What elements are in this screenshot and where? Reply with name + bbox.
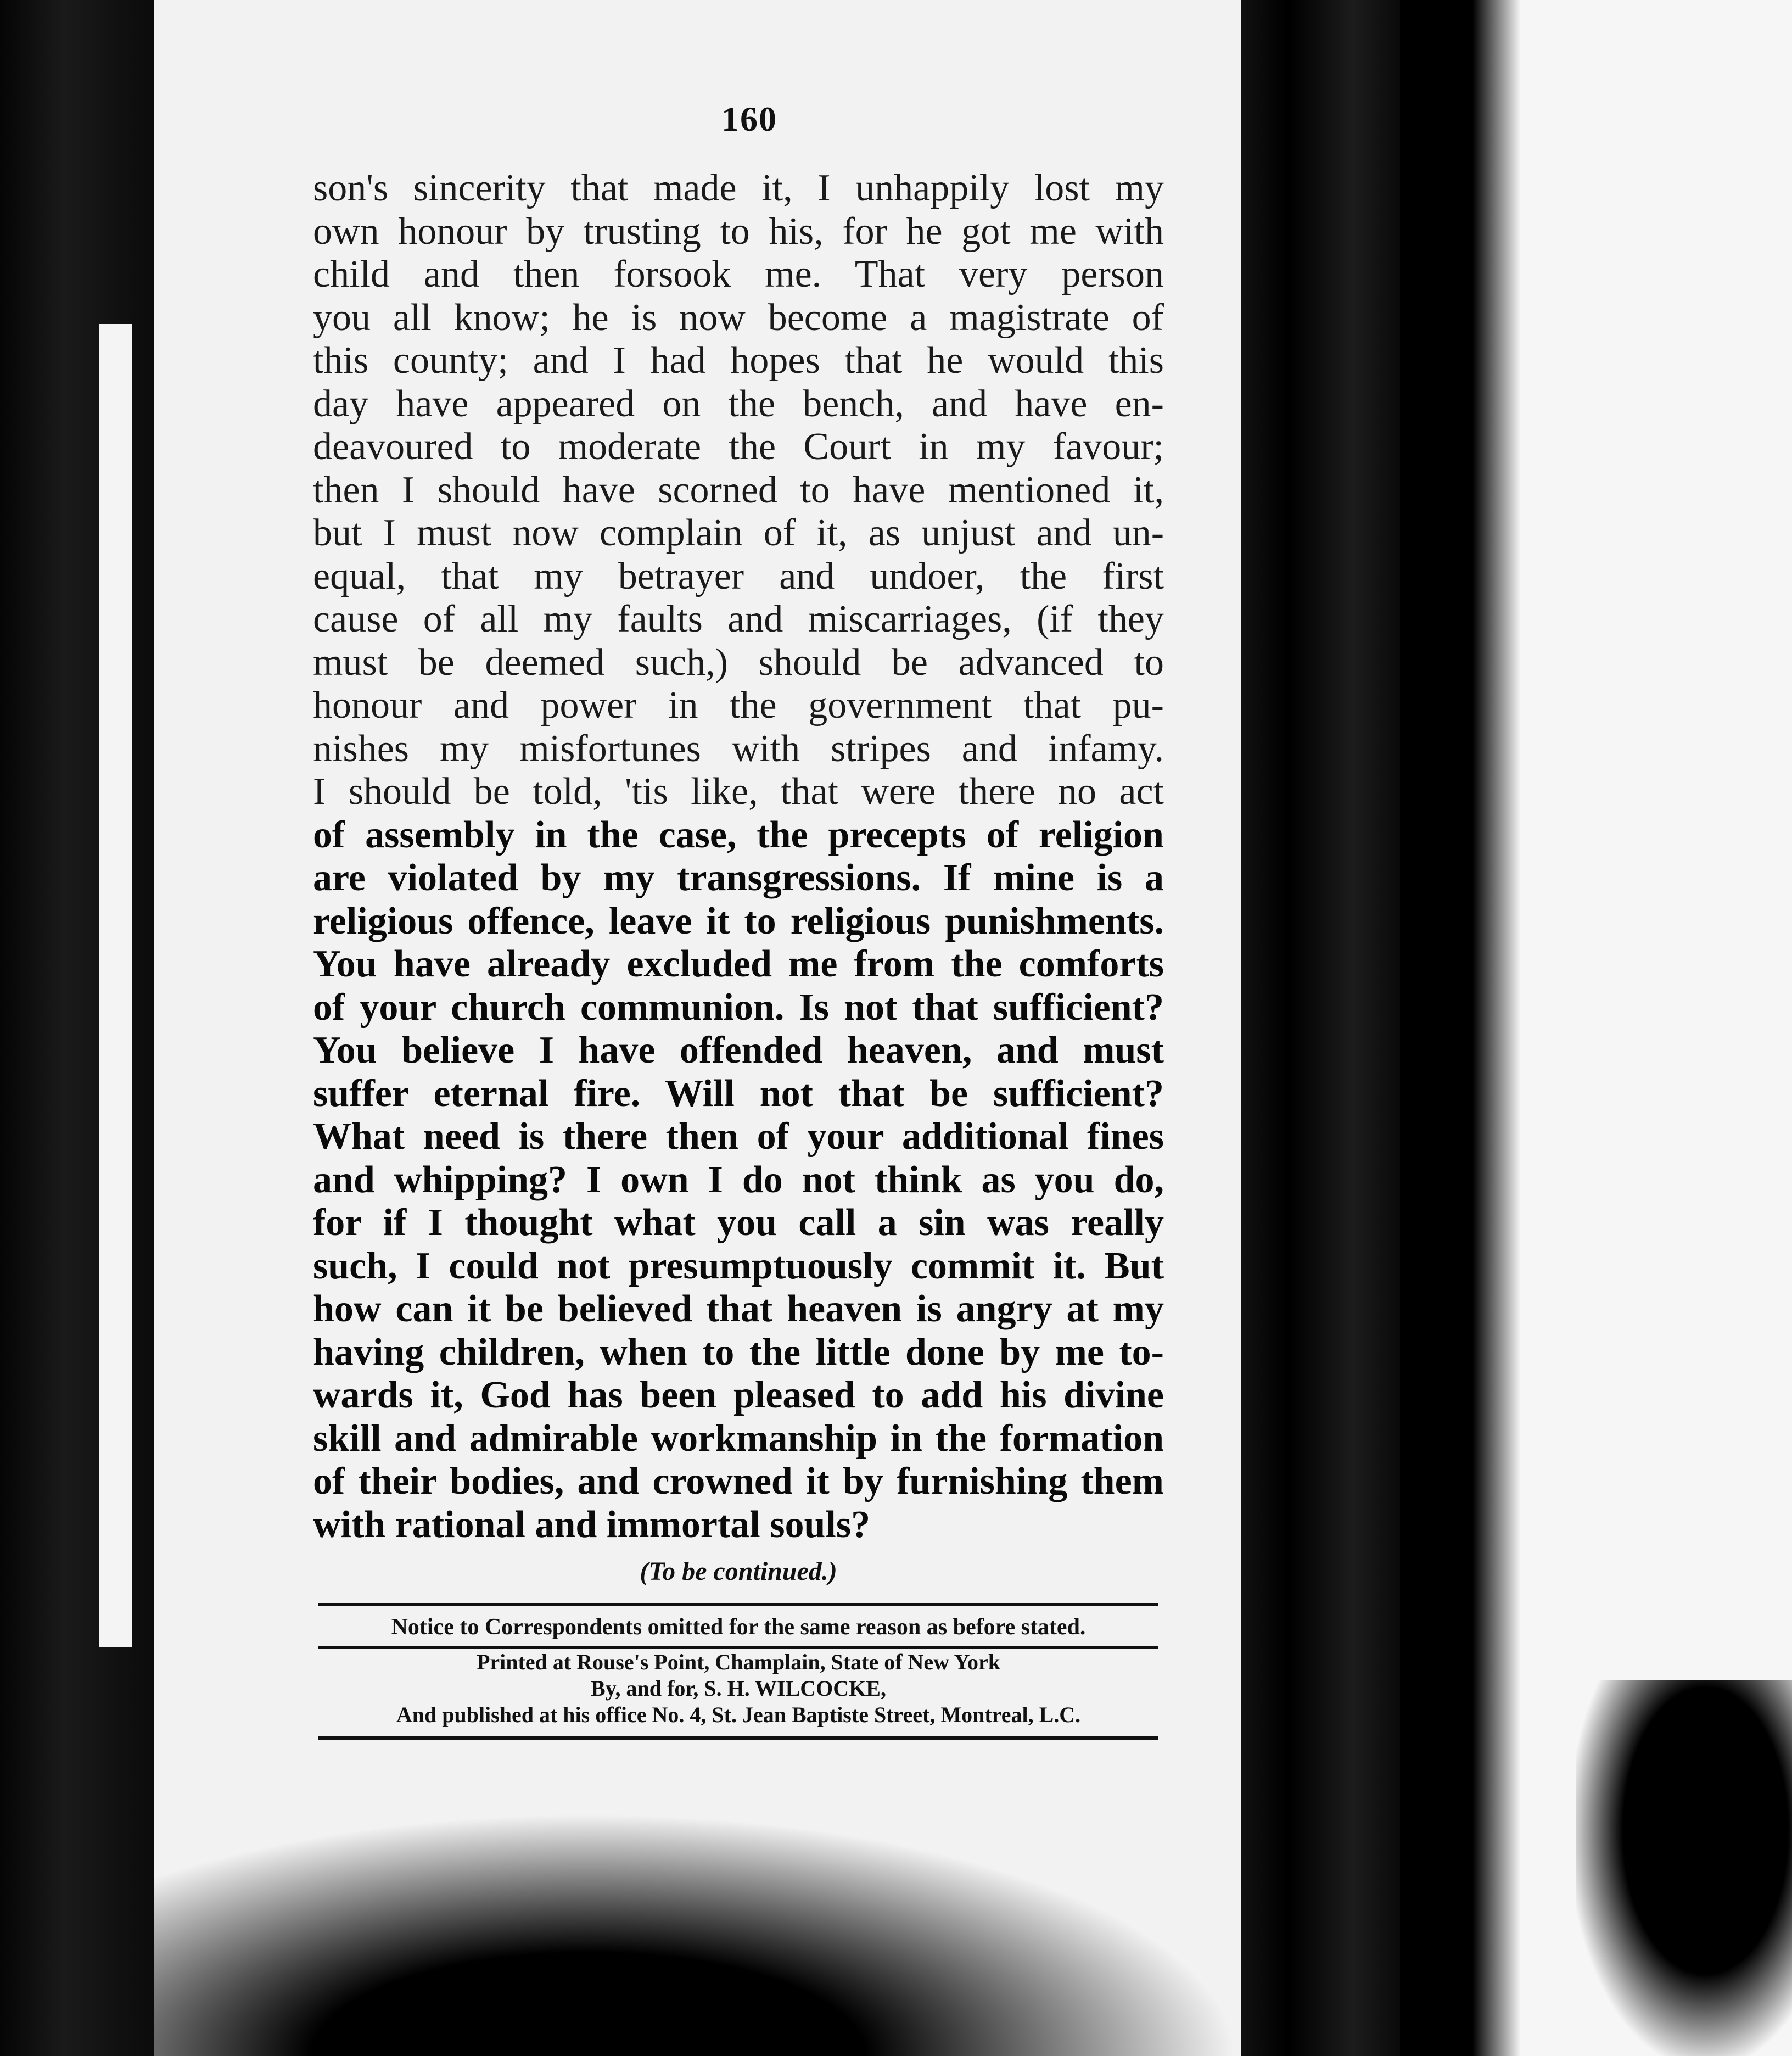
text-line: are violated by my transgressions. If mine is a <box>313 857 1164 899</box>
continued-note: (To be continued.) <box>640 1557 837 1586</box>
imprint-line-1: Printed at Rouse's Point, Champlain, State of New York <box>476 1650 1001 1674</box>
scan-shadow-bottom <box>154 1812 1241 2056</box>
text-line: such, I could not presumptuously commit it. But <box>313 1244 1164 1287</box>
body-text <box>313 167 1164 1546</box>
text-line: religious offence, leave it to religious punishments. <box>313 900 1164 942</box>
text-line: honour and power in the government that pu- <box>313 684 1164 727</box>
text-line: of assembly in the case, the precepts of religion <box>313 813 1164 856</box>
text-line: skill and admirable workmanship in the formation <box>313 1417 1164 1460</box>
text-line: of your church communion. Is not that sufficient? <box>313 986 1164 1029</box>
scan-shadow-right <box>1576 1680 1792 2056</box>
page-number: 160 <box>721 99 777 138</box>
text-line: suffer eternal fire. Will not that be sufficient? <box>313 1072 1164 1115</box>
text-line: What need is there then of your additional fines <box>313 1115 1164 1158</box>
text-line: with rational and immortal souls? <box>313 1503 871 1546</box>
footer-rule-top <box>318 1603 1158 1606</box>
text-line: son's sincerity that made it, I unhappily lost my <box>313 167 1164 209</box>
page-content <box>313 99 1164 1740</box>
text-line: I should be told, 'tis like, that were there no act <box>313 770 1164 813</box>
imprint-line-2: By, and for, S. H. WILCOCKE, <box>591 1676 886 1701</box>
scan-paper-edge <box>99 324 132 1647</box>
facing-page-shadow <box>1400 0 1521 2056</box>
text-line: then I should have scorned to have mentioned it, <box>313 468 1164 511</box>
imprint <box>313 1649 1164 1728</box>
text-line: nishes my misfortunes with stripes and infamy. <box>313 727 1164 770</box>
text-line: child and then forsook me. That very person <box>313 253 1164 295</box>
text-line: own honour by trusting to his, for he got me with <box>313 210 1164 253</box>
text-line: but I must now complain of it, as unjust and un- <box>313 512 1164 554</box>
imprint-line-3: And published at his office No. 4, St. Jean Baptiste Street, Montreal, L.C. <box>396 1702 1081 1727</box>
text-line: cause of all my faults and miscarriages, (if they <box>313 598 1164 640</box>
book-gutter <box>1241 0 1400 2056</box>
text-line: wards it, God has been pleased to add his divine <box>313 1374 1164 1416</box>
text-line: having children, when to the little done by me to- <box>313 1331 1164 1373</box>
text-line: equal, that my betrayer and undoer, the first <box>313 555 1164 597</box>
text-line: for if I thought what you call a sin was really <box>313 1202 1164 1244</box>
text-line: deavoured to moderate the Court in my favour; <box>313 426 1164 468</box>
text-line: this county; and I had hopes that he would this <box>313 339 1164 382</box>
text-line: must be deemed such,) should be advanced to <box>313 641 1164 684</box>
text-line: how can it be believed that heaven is angry at my <box>313 1288 1164 1330</box>
correspondents-notice: Notice to Correspondents omitted for the same reason as before stated. <box>391 1614 1086 1640</box>
footer-rule-bottom <box>318 1736 1158 1740</box>
scan-border-left <box>0 0 159 2056</box>
text-line: of their bodies, and crowned it by furnishing them <box>313 1460 1164 1502</box>
text-line: you all know; he is now become a magistrate of <box>313 296 1164 339</box>
text-line: day have appeared on the bench, and have en- <box>313 382 1164 425</box>
text-line: You believe I have offended heaven, and must <box>313 1029 1164 1071</box>
text-line: You have already excluded me from the comforts <box>313 943 1164 985</box>
text-line: and whipping? I own I do not think as you do, <box>313 1158 1164 1201</box>
